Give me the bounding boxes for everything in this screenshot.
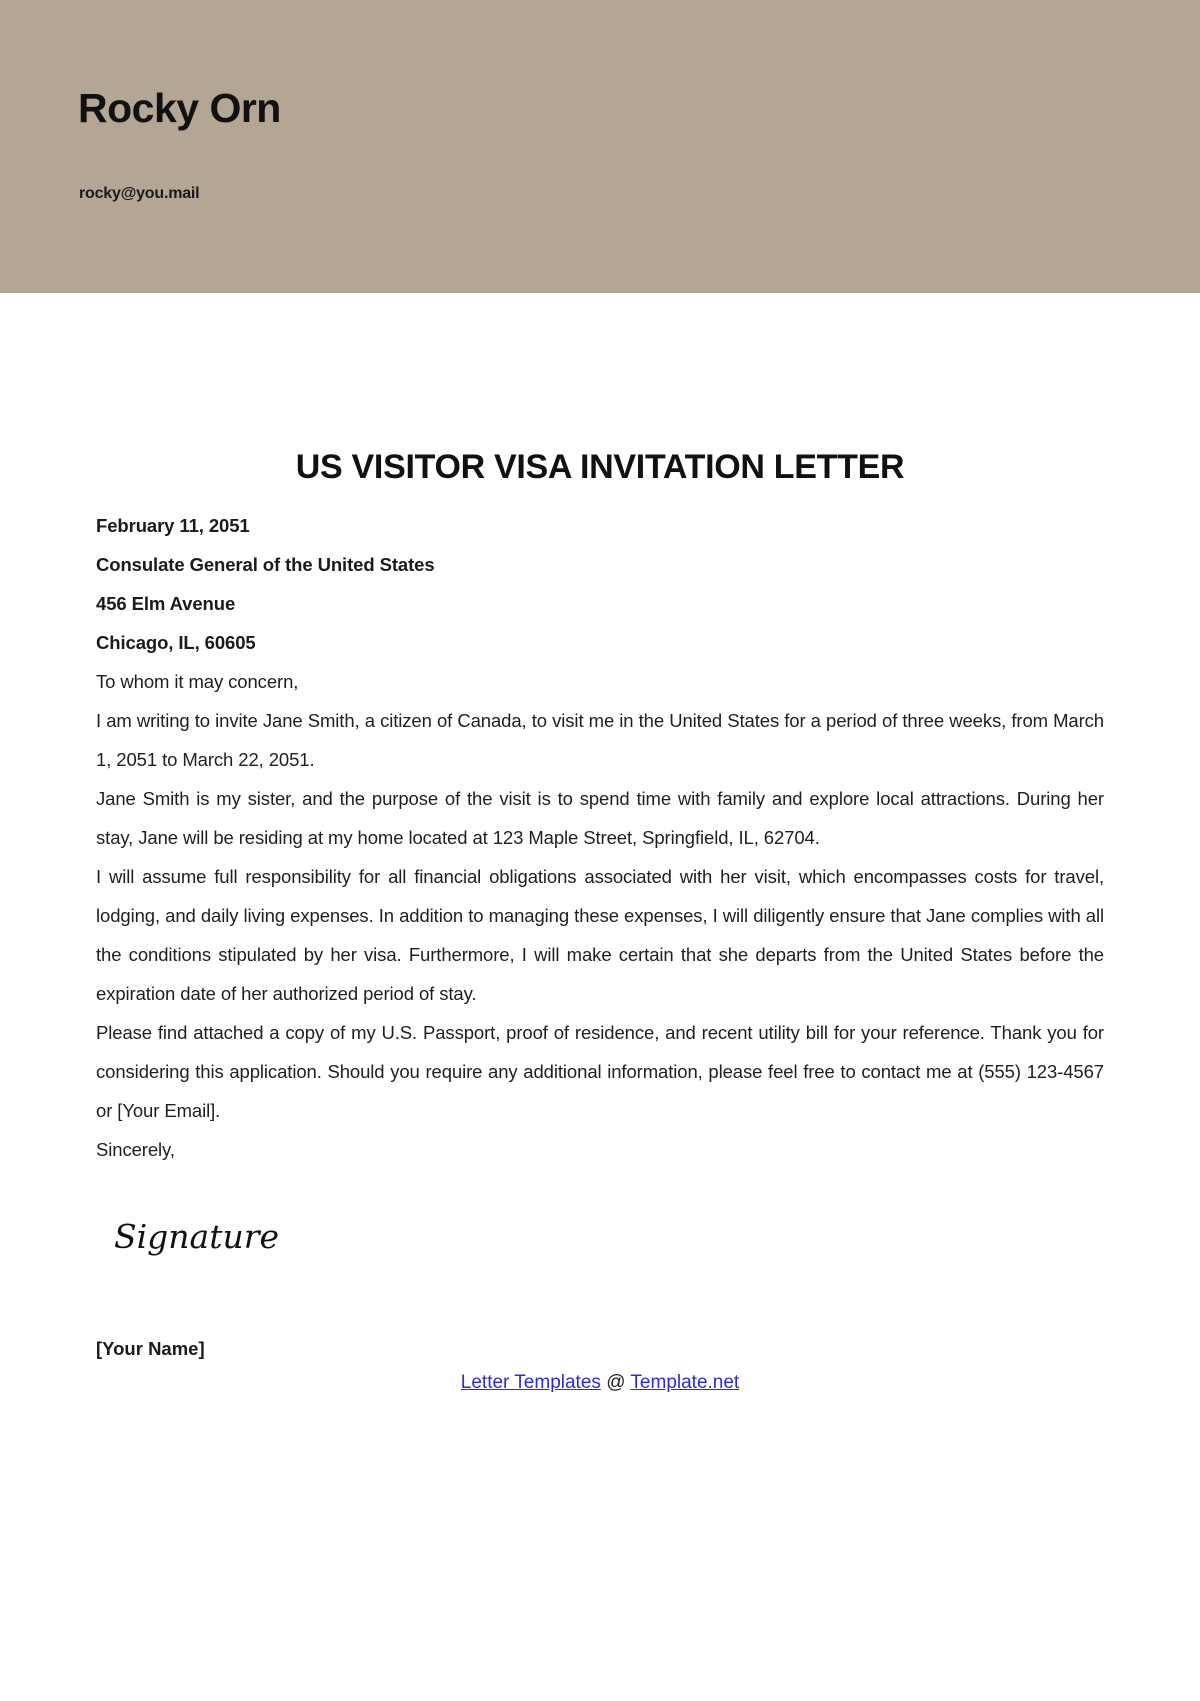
letterhead-band	[0, 0, 1200, 293]
letter-templates-link[interactable]: Letter Templates	[460, 1372, 601, 1393]
body-paragraph-1: I am writing to invite Jane Smith, a citizen of Canada, to visit me in the United States for a period of three weeks, from March 1, 2051 to March 22, 2051.	[96, 710, 1104, 770]
salutation: To whom it may concern,	[96, 671, 299, 692]
sender-email: rocky@you.mail	[79, 185, 200, 202]
sender-name: Rocky Orn	[78, 85, 281, 131]
template-net-link[interactable]: Template.net	[630, 1372, 740, 1393]
footer-credit	[96, 1372, 1104, 1394]
signature: Signature	[114, 1217, 280, 1256]
page-title: US VISITOR VISA INVITATION LETTER	[295, 448, 905, 486]
body-paragraph-4: Please find attached a copy of my U.S. Passport, proof of residence, and recent utility bill for your reference. Thank you for considering this application. Should you require any additional information, please feel free to contact me at (555) 123-4567 or [Your Email].	[96, 1022, 1104, 1121]
closing: Sincerely,	[96, 1139, 175, 1160]
signer-name: [Your Name]	[96, 1338, 205, 1359]
recipient-organization: Consulate General of the United States	[96, 554, 435, 575]
body-paragraph-3: I will assume full responsibility for all financial obligations associated with her visit, which encompasses costs for travel, lodging, and daily living expenses. In addition to managing these expenses, I will diligently ensure that Jane complies with all the conditions stipulated by her visa. Furthermore, I will make certain that she departs from the United States before the expiration date of her authorized period of stay.	[96, 866, 1104, 1004]
letter-date: February 11, 2051	[96, 515, 250, 536]
document-body	[0, 293, 1200, 1394]
footer-separator: @	[606, 1372, 626, 1393]
recipient-city-state-zip: Chicago, IL, 60605	[96, 632, 256, 653]
recipient-street: 456 Elm Avenue	[96, 593, 236, 614]
body-paragraph-2: Jane Smith is my sister, and the purpose of the visit is to spend time with family and explore local attractions. During her stay, Jane will be residing at my home located at 123 Maple Street, Springfield, IL, 62704.	[96, 788, 1104, 848]
letter-content	[96, 506, 1104, 1394]
